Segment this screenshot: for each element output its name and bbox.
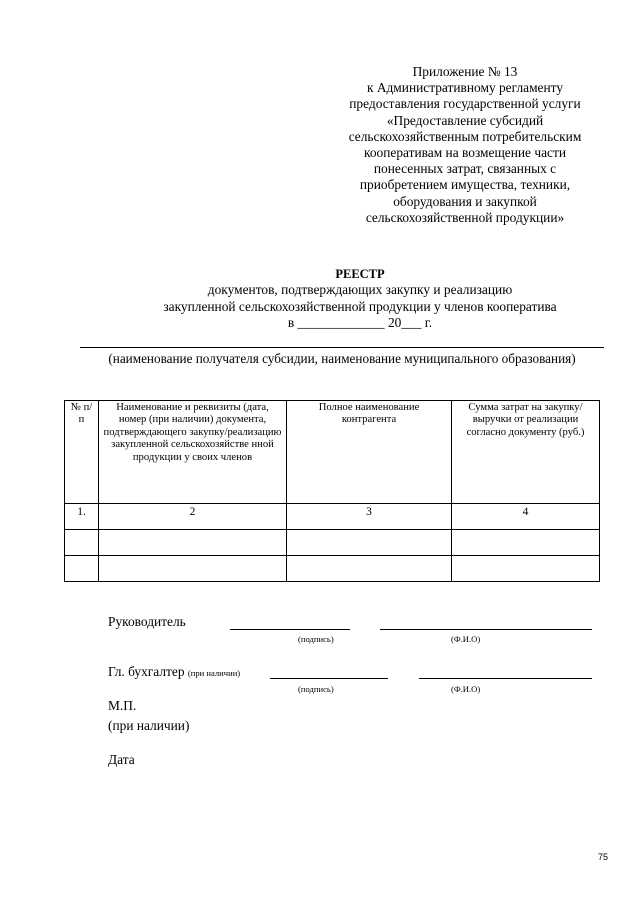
head-name-caption: (Ф.И.О) [451,634,481,644]
accountant-label-group [108,664,240,680]
table-cell [65,530,99,556]
accountant-signature-line [270,678,388,679]
stamp-label: М.П. [108,698,137,713]
accountant-name-caption: (Ф.И.О) [451,684,481,694]
table-cell [99,530,287,556]
document-title [90,266,630,332]
appendix-line: кооперативам на возмещение части [364,145,566,161]
table-header-row [65,401,600,504]
date-label: Дата [108,752,135,767]
column-header-amount: Сумма затрат на закупку/выручки от реализации согласно документу (руб.) [452,401,600,504]
appendix-header [330,64,600,226]
appendix-line: к Административному регламенту [366,80,564,96]
column-header-number: № п/п [65,401,99,504]
appendix-line: оборудования и закупкой [393,193,537,209]
table-cell: 4 [452,504,600,530]
title-line: закупленной сельскохозяйственной продукции у членов кооператива [163,298,557,314]
accountant-label: Гл. бухгалтер [108,664,185,679]
head-name-line [380,629,592,630]
appendix-line: сельскохозяйственной продукции» [365,209,565,225]
table-cell [99,556,287,582]
recipient-caption: (наименование получателя субсидии, наименование муниципального образования) [108,351,576,366]
head-label: Руководитель [108,614,186,629]
table-row [65,556,600,582]
table-cell: 2 [99,504,287,530]
accountant-name-line [419,678,592,679]
column-header-document: Наименование и реквизиты (дата, номер (при наличии) документа, подтверждающего закупку/реализацию закупленной сельскохозяйстве нной продукции у своих членов [99,401,287,504]
appendix-line: «Предоставление субсидий [386,112,544,128]
appendix-line: предоставления государственной услуги [349,96,581,112]
table-row [65,530,600,556]
recipient-fill-line [80,347,604,348]
head-signature-caption: (подпись) [298,634,334,644]
table-cell [287,530,452,556]
appendix-line: Приложение № 13 [412,64,518,79]
table-cell: 1. [65,504,99,530]
head-signature-line [230,629,350,630]
table-cell [452,556,600,582]
column-header-counterparty: Полное наименование контрагента [287,401,452,504]
table-cell [287,556,452,582]
appendix-line: приобретением имущества, техники, [359,177,571,193]
page-number: 75 [598,852,609,862]
stamp-note: (при наличии) [108,718,190,733]
table-row [65,504,600,530]
title-date-line: в _____________ 20___ г. [287,315,433,331]
registry-table [64,400,600,582]
accountant-note: (при наличии) [187,668,241,678]
table-cell [65,556,99,582]
title-line: документов, подтверждающих закупку и реализацию [207,282,513,298]
appendix-line: сельскохозяйственным потребительским [348,128,582,144]
title-heading: РЕЕСТР [335,267,385,281]
table-cell [452,530,600,556]
accountant-signature-caption: (подпись) [298,684,334,694]
appendix-line: понесенных затрат, связанных с [373,161,557,177]
table-cell: 3 [287,504,452,530]
